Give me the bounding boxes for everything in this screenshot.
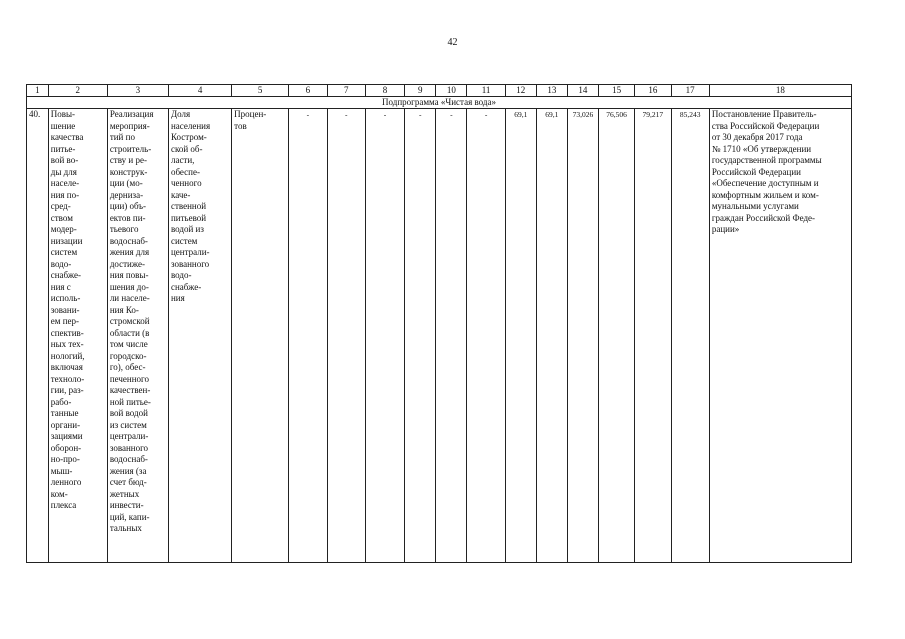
column-number-header: 8 <box>365 85 404 97</box>
column-number-header: 4 <box>168 85 231 97</box>
column-numbers-row <box>27 85 852 97</box>
column-number-header: 15 <box>598 85 634 97</box>
column-number-header: 7 <box>327 85 365 97</box>
task-cell: Реализация мероприя- тий по строитель- ству и ре- конструк- ции (мо- дерниза- ции) объ- ектов пи- тьевого водоснаб- жения для достиже- ния повы- шения до- ли населе- ния Ко- стромской области (в том числе городско- го), обес- печенного качествен- ной питье- вой водой из систем централи- зованного водоснаб- жения (за счет бюд- жетных инвести- ций, капи- тальных <box>107 109 168 563</box>
column-number-header: 6 <box>289 85 327 97</box>
value-cell: - <box>289 109 327 563</box>
column-number-header: 1 <box>27 85 49 97</box>
value-cell: - <box>365 109 404 563</box>
page-number: 42 <box>447 37 458 48</box>
column-number-header: 16 <box>635 85 671 97</box>
value-cell: 69,1 <box>505 109 536 563</box>
subprogram-row <box>27 97 852 109</box>
basis-cell: Постановление Правитель- ства Российской Федерации от 30 декабря 2017 года № 1710 «Об утверждении государственной программы Российской Федерации «Обеспечение доступным и комфортным жильем и ком- мунальными услугами граждан Российской Феде- рации» <box>709 109 851 563</box>
table-row <box>27 109 852 563</box>
column-number-header: 17 <box>671 85 709 97</box>
subprogram-title: Подпрограмма «Чистая вода» <box>27 97 852 109</box>
value-cell: 79,217 <box>635 109 671 563</box>
value-cell: 69,1 <box>536 109 567 563</box>
column-number-header: 14 <box>567 85 598 97</box>
column-number-header: 18 <box>709 85 851 97</box>
goal-cell: Повы- шение качества питье- вой во- ды для населе- ния по- сред- ством модер- низации систем водо- снабже- ния с исполь- зовани- ем пер- спектив- ных тех- нологий, включая техноло- гии, раз- рабо- танные органи- зациями оборон- но-про- мыш- ленного ком- плекса <box>48 109 107 563</box>
column-number-header: 9 <box>405 85 436 97</box>
indicator-cell: Доля населения Костром- ской об- ласти, обеспе- ченного каче- ственной питьевой водой из систем централи- зованного водо- снабже- ния <box>168 109 231 563</box>
column-number-header: 5 <box>232 85 289 97</box>
unit-cell: Процен- тов <box>232 109 289 563</box>
column-number-header: 10 <box>436 85 467 97</box>
column-number-header: 13 <box>536 85 567 97</box>
value-cell: - <box>327 109 365 563</box>
column-number-header: 3 <box>107 85 168 97</box>
column-number-header: 12 <box>505 85 536 97</box>
value-cell: - <box>467 109 505 563</box>
value-cell: - <box>405 109 436 563</box>
indicators-table <box>26 84 852 563</box>
value-cell: 76,506 <box>598 109 634 563</box>
column-number-header: 11 <box>467 85 505 97</box>
value-cell: 73,026 <box>567 109 598 563</box>
column-number-header: 2 <box>48 85 107 97</box>
value-cell: - <box>436 109 467 563</box>
value-cell: 85,243 <box>671 109 709 563</box>
row-number: 40. <box>27 109 49 563</box>
